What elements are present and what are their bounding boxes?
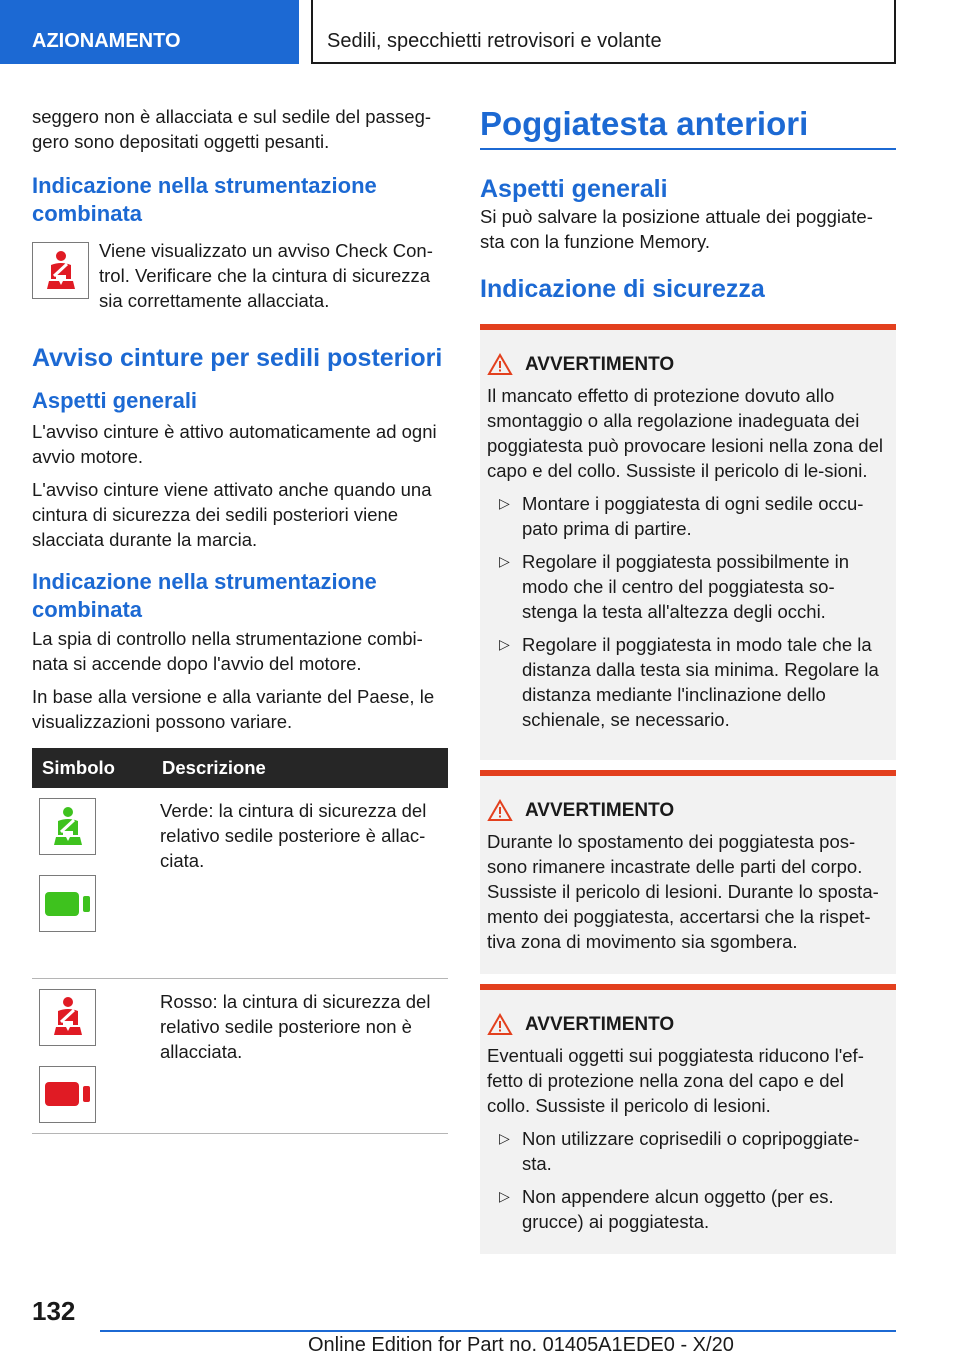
page-header [0, 0, 960, 66]
warning-box [480, 770, 896, 974]
warning-box [480, 984, 896, 1254]
bullet-triangle-icon: ▷ [499, 495, 510, 511]
warning-box [480, 324, 896, 760]
seatbelt-red-icon [32, 242, 89, 299]
list-item: ▷ Non utilizzare coprisedili o copripoggiate-sta. [499, 1128, 860, 1174]
bullet-triangle-icon: ▷ [499, 553, 510, 569]
page-number: 132 [32, 1296, 76, 1326]
seatbelt-green-icon [39, 798, 96, 855]
symbol-table [32, 748, 448, 1134]
bullet-triangle-icon: ▷ [499, 1188, 510, 1204]
bullet-triangle-icon: ▷ [499, 636, 510, 652]
general-paragraph-1: L'avviso cinture è attivo automaticamente ad ogni avvio motore. [32, 421, 437, 467]
intro-paragraph: seggero non è allacciata e sul sedile del passeg-gero sono depositati oggetti pesanti. [32, 106, 432, 152]
edition-text: Online Edition for Part no. 01405A1EDE0 - X/20 [308, 1334, 734, 1356]
list-item: ▷ Montare i poggiatesta di ogni sedile occu-pato prima di partire. [499, 493, 864, 539]
table-cell-description: Rosso: la cintura di sicurezza del relativo sedile posteriore non è allacciata. [152, 978, 448, 1133]
rear-seat-red-icon [39, 1066, 96, 1123]
section-tab: AZIONAMENTO [0, 0, 299, 64]
edition-footer [308, 1334, 734, 1357]
seatbelt-red-icon [39, 989, 96, 1046]
heading-general-right: Aspetti generali [480, 175, 668, 203]
table-cell-symbols [32, 978, 152, 1133]
warning-title: AVVERTIMENTO [525, 1014, 675, 1035]
table-cell-symbols [32, 788, 152, 978]
warning-triangle-icon [487, 799, 513, 822]
warning-list [487, 1126, 889, 1234]
warning-title: AVVERTIMENTO [525, 354, 675, 375]
table-row [32, 788, 448, 978]
warning-list [487, 491, 889, 732]
instrument-paragraph-2: In base alla versione e alla variante del Paese, le visualizzazioni possono variare. [32, 686, 435, 732]
heading-instrument-cluster-1: Indicazione nella strumentazione combinata [32, 173, 377, 226]
warning-text: Eventuali oggetti sui poggiatesta riducono l'ef-fetto di protezione nella zona del capo e del collo. Sussiste il pericolo di lesioni. [487, 1045, 864, 1116]
heading-front-headrests: Poggiatesta anteriori [480, 104, 896, 150]
table-header-symbol: Simbolo [32, 748, 152, 788]
warning-text: Durante lo spostamento dei poggiatesta pos-sono rimanere incastrate delle parti del corpo. Sussiste il pericolo di lesioni. Durante lo sposta-mento dei poggiatesta, accertarsi che la rispet-tiva zona di movimento sia sgombera. [487, 831, 879, 952]
footer-rule [100, 1330, 896, 1332]
warning-title: AVVERTIMENTO [525, 800, 675, 821]
warning-triangle-icon [487, 353, 513, 376]
chapter-title: Sedili, specchietti retrovisori e volante [311, 0, 896, 64]
heading-instrument-cluster-2: Indicazione nella strumentazione combinata [32, 569, 377, 622]
heading-safety-note: Indicazione di sicurezza [480, 275, 765, 303]
left-column [32, 104, 448, 1134]
heading-rear-seatbelt-reminder: Avviso cinture per sedili posteriori [32, 344, 443, 372]
heading-general-left: Aspetti generali [32, 388, 198, 413]
right-column [480, 104, 896, 1254]
list-item: ▷ Regolare il poggiatesta possibilmente in modo che il centro del poggiatesta so-stenga la testa all'altezza degli occhi. [499, 551, 850, 622]
instrument-info-row [32, 238, 448, 321]
instrument-info-text: Viene visualizzato un avviso Check Con-trol. Verificare che la cintura di sicurezza sia correttamente allacciata. [99, 240, 433, 311]
table-row [32, 978, 448, 1133]
instrument-paragraph-1: La spia di controllo nella strumentazione combi-nata si accende dopo l'avvio del motore. [32, 628, 423, 674]
warning-triangle-icon [487, 1013, 513, 1036]
general-right-paragraph: Si può salvare la posizione attuale dei poggiate-sta con la funzione Memory. [480, 206, 873, 252]
warning-text: Il mancato effetto di protezione dovuto allo smontaggio o alla regolazione inadeguata dei poggiatesta può provocare lesioni nella zona del capo e del collo. Sussiste il pericolo di le-sioni. [487, 385, 883, 481]
general-paragraph-2: L'avviso cinture viene attivato anche quando una cintura di sicurezza dei sedili posteriori viene slacciata durante la marcia. [32, 479, 432, 550]
table-header-description: Descrizione [152, 748, 448, 788]
rear-seat-green-icon [39, 875, 96, 932]
bullet-triangle-icon: ▷ [499, 1130, 510, 1146]
list-item: ▷ Non appendere alcun oggetto (per es. grucce) ai poggiatesta. [499, 1186, 834, 1232]
table-cell-description: Verde: la cintura di sicurezza del relativo sedile posteriore è allac-ciata. [152, 788, 448, 978]
list-item: ▷ Regolare il poggiatesta in modo tale che la distanza dalla testa sia minima. Regolare la distanza mediante l'inclinazione dello schienale, se necessario. [499, 634, 879, 730]
